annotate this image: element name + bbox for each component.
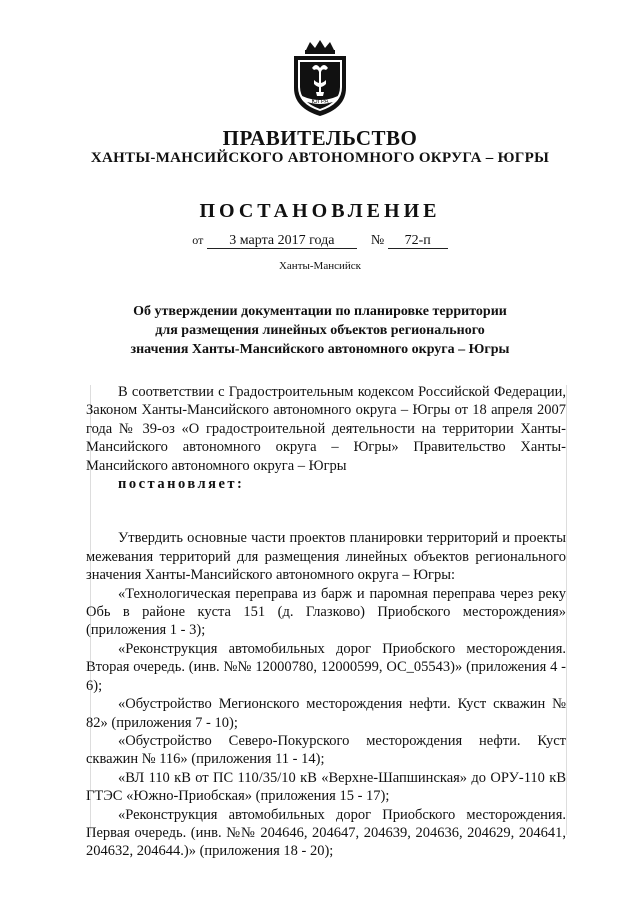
date-label: от [192, 233, 204, 247]
scan-edge-line [566, 385, 567, 835]
subject-line: для размещения линейных объектов регионального [155, 323, 485, 338]
coat-of-arms-emblem [288, 40, 352, 118]
number-label: № [370, 233, 385, 248]
document-type: ПОСТАНОВЛЕНИЕ [199, 200, 441, 222]
decides-word: постановляет: [118, 476, 245, 493]
emblem-ribbon-text: ЮГРА [311, 99, 329, 105]
resolution-paragraph: Утвердить основные части проектов планировки территорий и проекты межевания территорий для размещения линейных объектов регионального значения Ханты-Мансийского автономного округа – Югры: [86, 530, 566, 584]
list-item: «Обустройство Мегионского месторождения нефти. Куст скважин № 82» (приложения 7 - 10); [86, 696, 566, 731]
list-item: «Технологическая переправа из барж и паромная переправа через реку Обь в районе куста 151 (д. Глазково) Приобского месторождения» (приложения 1 - 3); [86, 585, 566, 639]
list-item: «Реконструкция автомобильных дорог Приобского месторождения. Первая очередь. (инв. №№ 204646, 204647, 204639, 204636, 204629, 204641, 204632, 204644.)» (приложения 18 - 20); [86, 806, 566, 860]
paragraph-gap [86, 493, 566, 529]
subject-line: значения Ханты-Мансийского автономного округа – Югры [130, 342, 510, 357]
list-item: «Реконструкция автомобильных дорог Приобского месторождения. Вторая очередь. (инв. №№ 12000780, 12000599, ОС_05543)» (приложения 4 - 6); [86, 640, 566, 694]
government-title: ПРАВИТЕЛЬСТВО [222, 126, 418, 150]
list-item: «ВЛ 110 кВ от ПС 110/35/10 кВ «Верхне-Шапшинская» до ОРУ-110 кВ ГТЭС «Южно-Приобская» (приложения 15 - 17); [86, 769, 566, 805]
subject-line: Об утверждении документации по планировке территории [133, 304, 507, 319]
preamble-paragraph: В соответствии с Градостроительным кодексом Российской Федерации, Законом Ханты-Мансийского автономного округа – Югры от 18 апреля 2007 года № 39-оз «О градостроительной деятельности на территории Ханты-Мансийского автономного округа – Югры» Правительство Ханты-Мансийского автономного округа – Югры [86, 384, 566, 474]
document-date: 3 марта 2017 года [207, 234, 357, 249]
region-title: ХАНТЫ-МАНСИЙСКОГО АВТОНОМНОГО ОКРУГА – ЮГРЫ [90, 150, 550, 166]
document-subject [110, 302, 530, 359]
document-number: 72-п [388, 234, 448, 249]
list-item: «Обустройство Северо-Покурского месторождения нефти. Куст скважин № 116» (приложения 11 - 14); [86, 732, 566, 768]
date-number-line [0, 233, 640, 249]
city-name: Ханты-Мансийск [278, 260, 361, 272]
document-body [86, 383, 566, 861]
